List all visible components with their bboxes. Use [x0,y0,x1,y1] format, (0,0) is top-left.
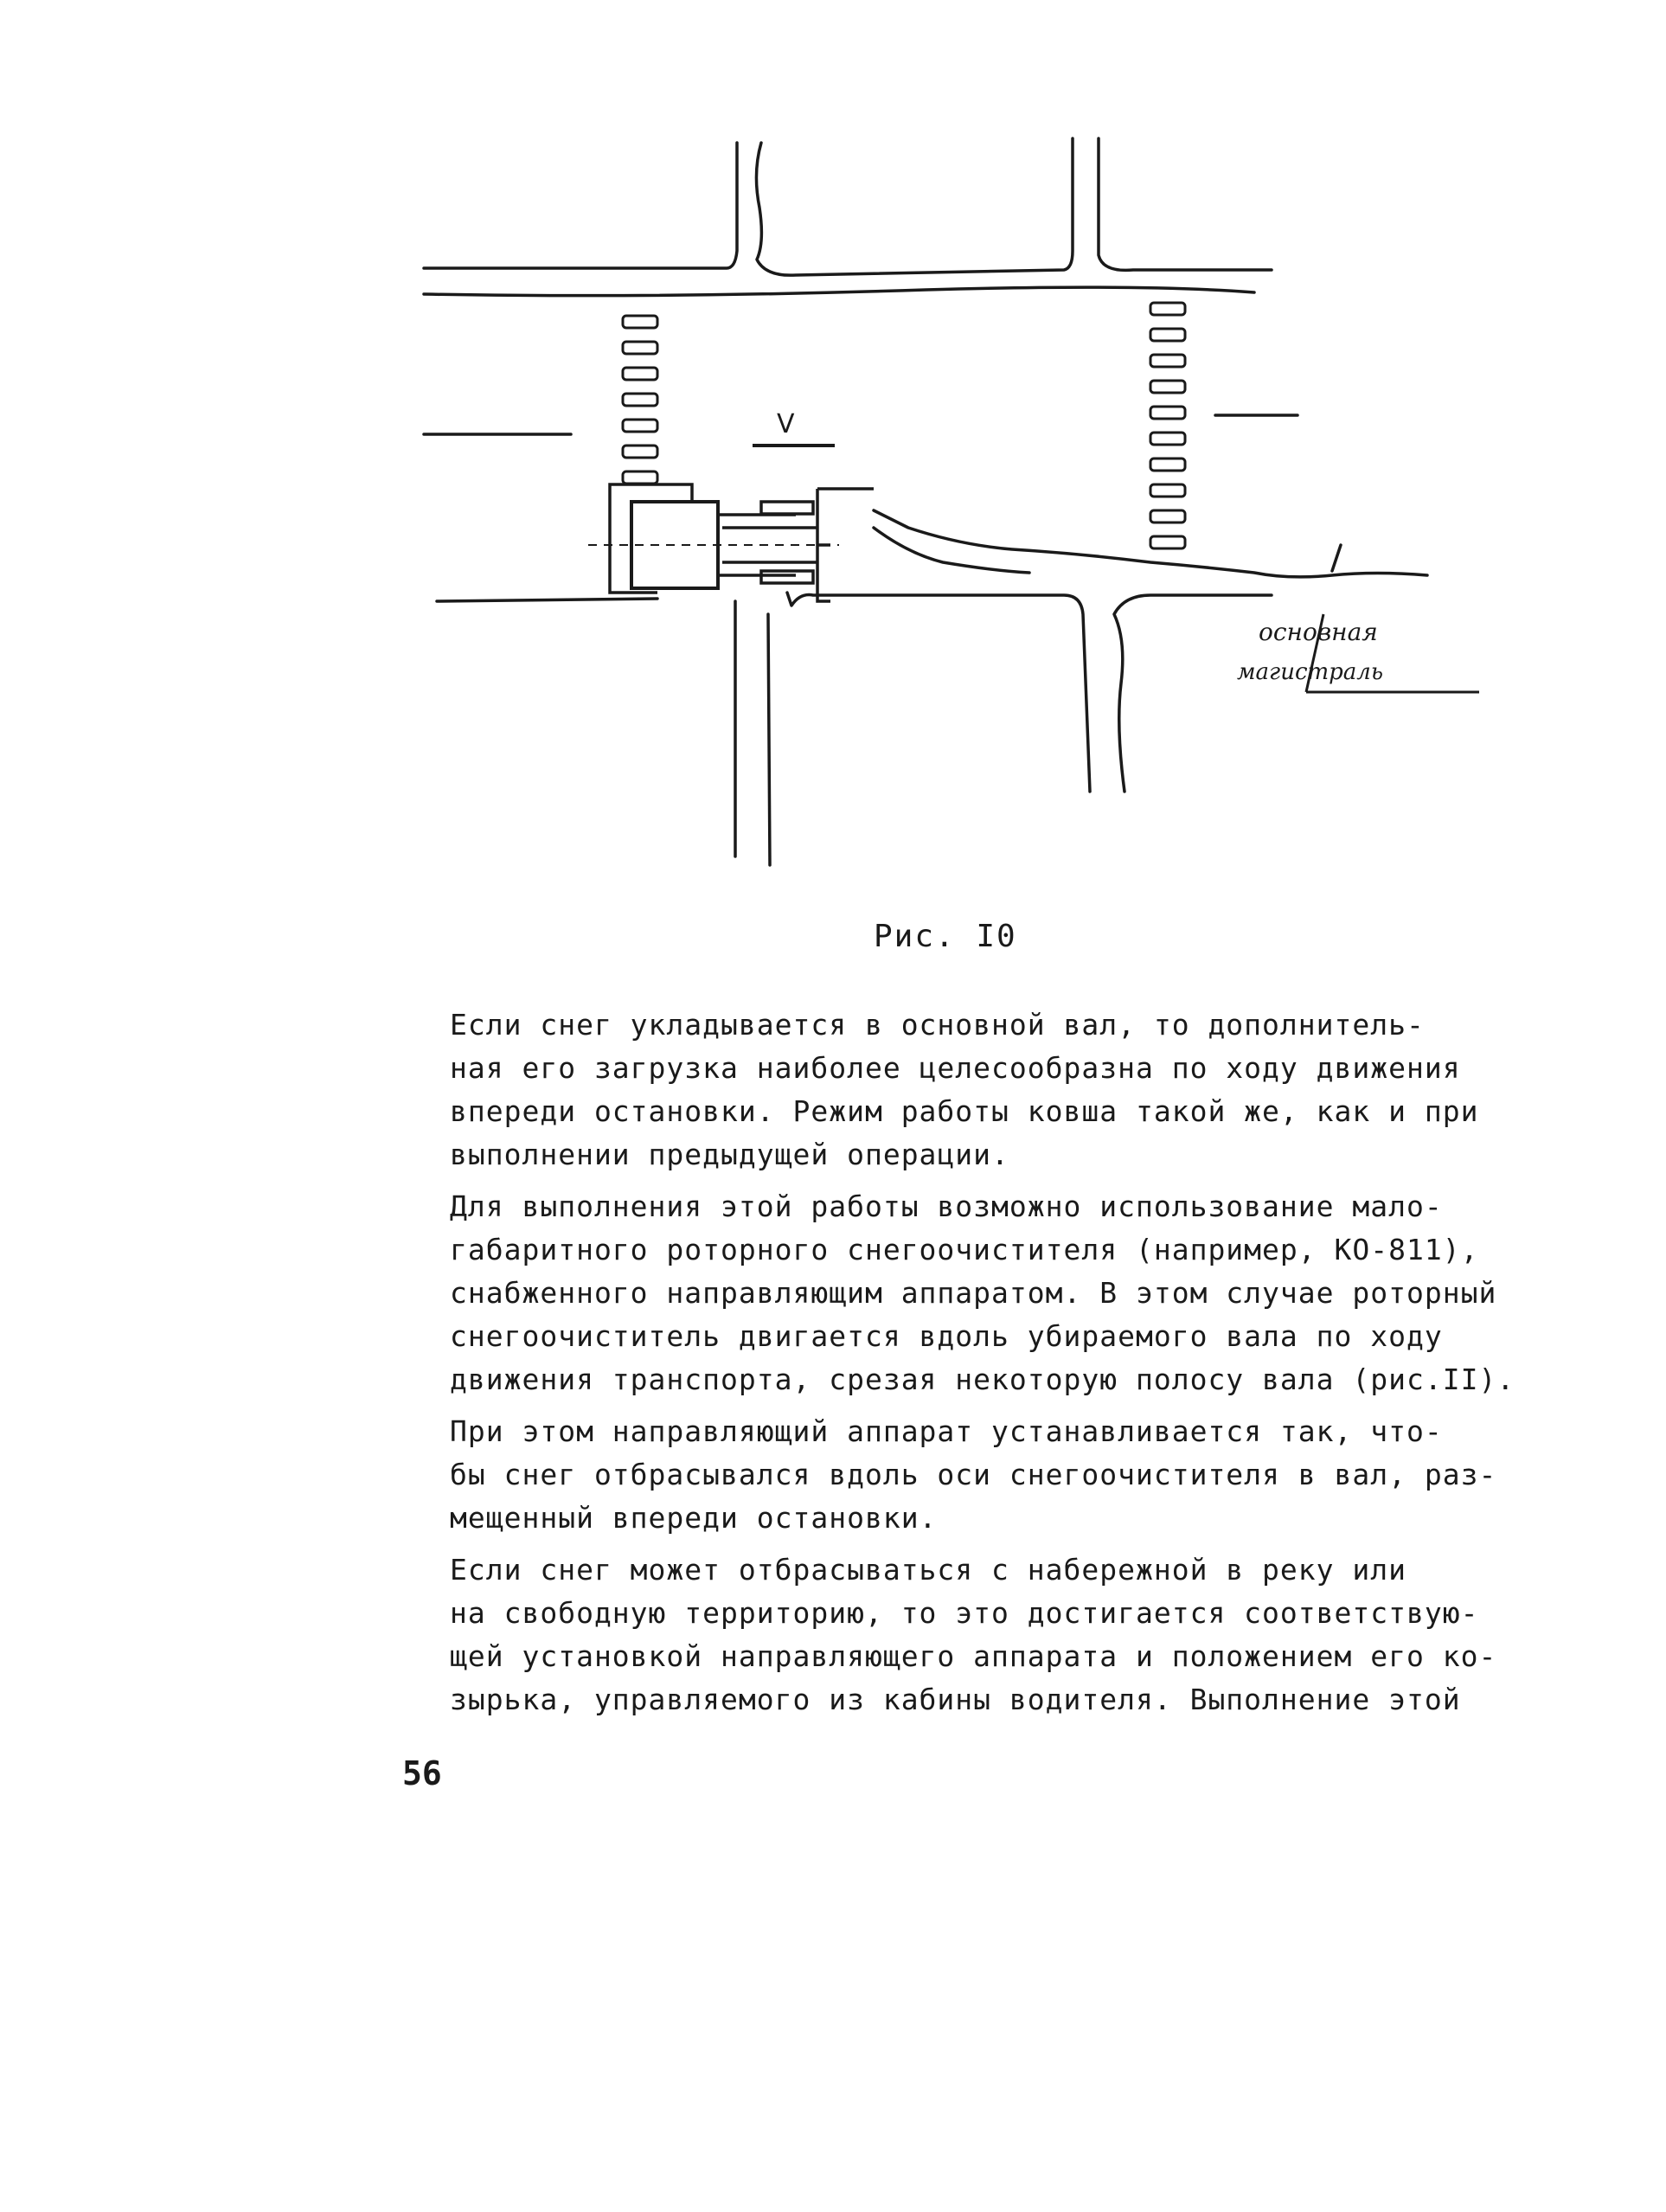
bottom-road-lower-edge [437,599,657,601]
text-line: на свободную территорию, то это достигается соответствую- [450,1596,1479,1630]
figure-caption: Рис. I0 [874,919,1017,954]
text-line: Если снег может отбрасываться с набережной в реку или [450,1553,1406,1587]
text-line: бы снег отбрасывался вдоль оси снегоочистителя в вал, раз- [450,1458,1497,1491]
top-road-lower-edge [424,287,1254,296]
label-v: V [777,409,795,439]
text-line: впереди остановки. Режим работы ковша такой же, как и при [450,1094,1479,1128]
text-line: мещенный впереди остановки. [450,1501,938,1535]
text-line: снабженного направляющим аппаратом. В этом случае роторный [450,1276,1497,1310]
annotation-text-1: основная [1259,618,1378,646]
text-line: выполнении предыдущей операции. [450,1138,1009,1171]
text-line: снегоочиститель двигается вдоль убираемого вала по ходу [450,1319,1443,1353]
page-number: 56 [402,1754,442,1792]
crosswalk-right [1150,303,1185,548]
top-road-upper-edge [424,143,737,268]
text-line: Если снег укладывается в основной вал, то дополнитель- [450,1008,1425,1042]
crosswalk-left [623,316,657,484]
body-text [450,1003,1515,1722]
street-plan-drawing [407,121,1479,900]
text-line: При этом направляющий аппарат устанавливается так, что- [450,1414,1443,1448]
text-line: движения транспорта, срезая некоторую полосу вала (рис.II). [450,1362,1515,1396]
figure-street-plan [407,121,1479,900]
text-line: габаритного роторного снегоочистителя (например, КО-811), [450,1233,1479,1266]
text-line: щей установкой направляющего аппарата и положением его ко- [450,1639,1497,1673]
annotation-text-2: магистраль [1237,659,1384,685]
text-line: зырька, управляемого из кабины водителя. Выполнение этой [450,1683,1461,1716]
text-line: ная его загрузка наиболее целесообразна по ходу движения [450,1051,1461,1085]
snow-blower-vehicle [610,484,874,601]
text-line: Для выполнения этой работы возможно использование мало- [450,1189,1443,1223]
